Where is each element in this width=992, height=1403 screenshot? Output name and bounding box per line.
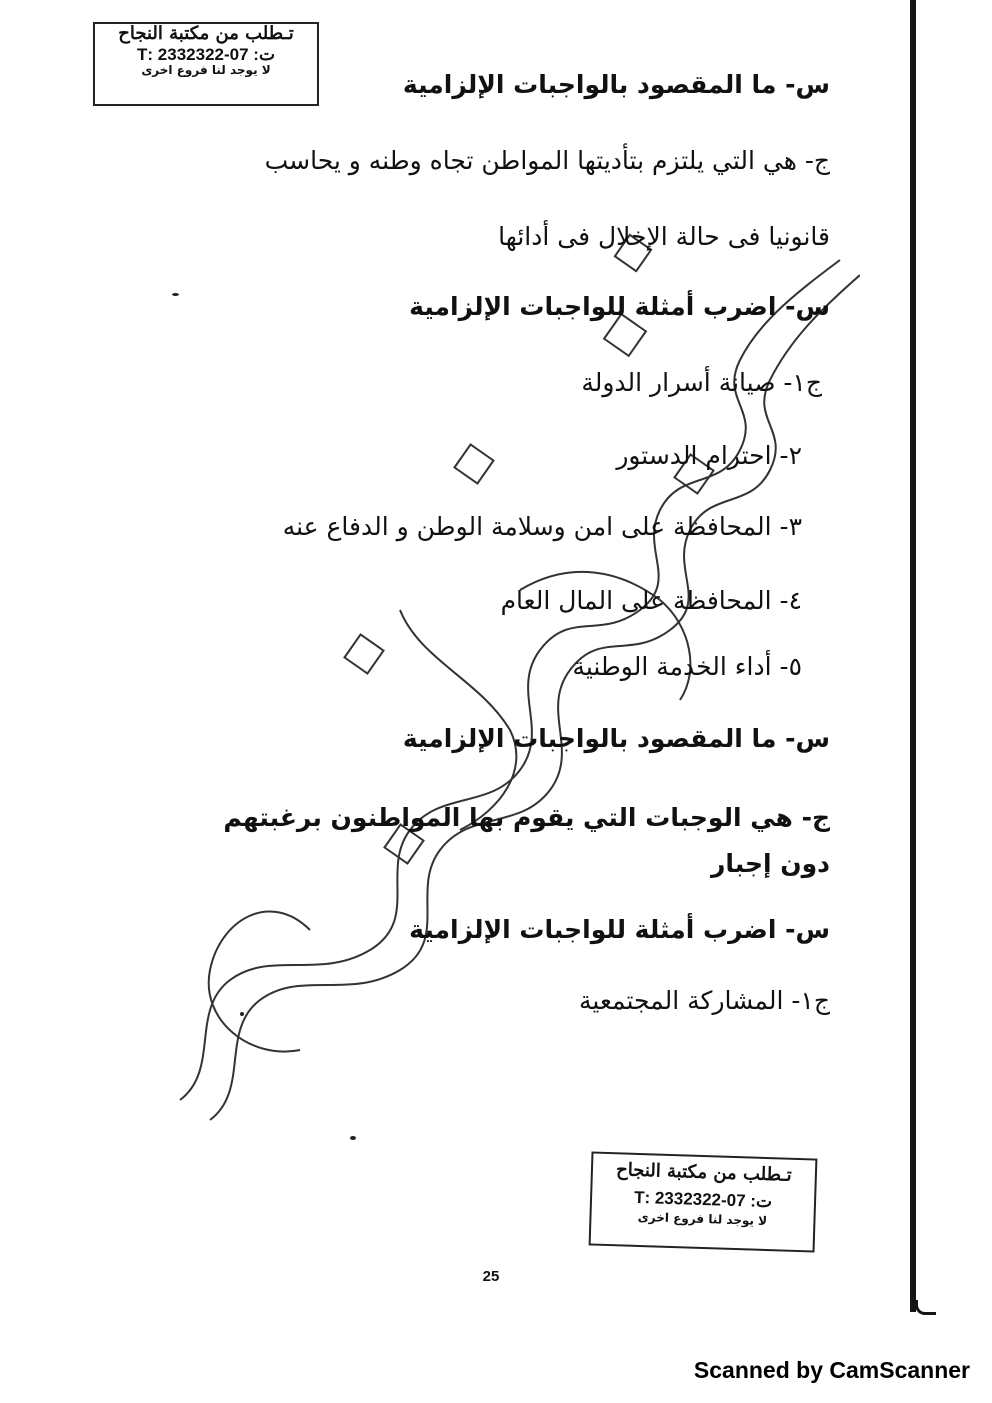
answer-line: ٤- المحافظة على المال العام bbox=[500, 586, 802, 615]
stamp-line-store: تـطلب من مكتبة النجاح bbox=[118, 23, 294, 44]
scan-speck bbox=[172, 293, 179, 296]
page-number: 25 bbox=[482, 1268, 500, 1285]
stamp-line-branches: لا يوجد لنا فروع اخرى bbox=[141, 63, 271, 78]
bookstore-stamp-bottom bbox=[589, 1151, 818, 1252]
stamp-line-phone: ت: 07-2332322 :T bbox=[633, 1187, 773, 1211]
question-line: س- اضرب أمثلة للواجبات الإلزامية bbox=[409, 292, 830, 321]
answer-line-bold: ج- هي الوجبات التي يقوم بها المواطنون برغبتهم دون إجبار bbox=[223, 803, 830, 878]
answer-line: ٥- أداء الخدمة الوطنية bbox=[572, 652, 802, 681]
answer-line: ٣- المحافظة على امن وسلامة الوطن و الدفاع عنه bbox=[282, 512, 802, 541]
question-line: س- اضرب أمثلة للواجبات الإلزامية bbox=[409, 915, 830, 944]
answer-line: ج- هي التي يلتزم بتأديتها المواطن تجاه وطنه و يحاسب bbox=[264, 146, 830, 175]
question-line: س- ما المقصود بالواجبات الإلزامية bbox=[402, 70, 830, 99]
answer-line: ٢- احترام الدستور bbox=[616, 441, 802, 470]
answer-line: ج١- صيانة أسرار الدولة bbox=[581, 368, 822, 397]
answer-line: ج١- المشاركة المجتمعية bbox=[579, 986, 830, 1015]
page-edge-rule-tail bbox=[915, 1300, 936, 1315]
scan-speck bbox=[350, 1136, 356, 1140]
scan-speck bbox=[240, 1012, 244, 1016]
stamp-line-phone: ت: 07-2332322 :T bbox=[137, 44, 275, 64]
answer-line: قانونيا فى حالة الإخلال فى أدائها bbox=[498, 222, 830, 251]
scanner-footer: Scanned by CamScanner bbox=[693, 1357, 970, 1383]
stamp-line-store: تـطلب من مكتبة النجاح bbox=[615, 1159, 792, 1186]
question-line: س- ما المقصود بالواجبات الإلزامية bbox=[402, 724, 830, 753]
stamp-line-branches: لا يوجد لنا فروع اخرى bbox=[637, 1210, 768, 1229]
